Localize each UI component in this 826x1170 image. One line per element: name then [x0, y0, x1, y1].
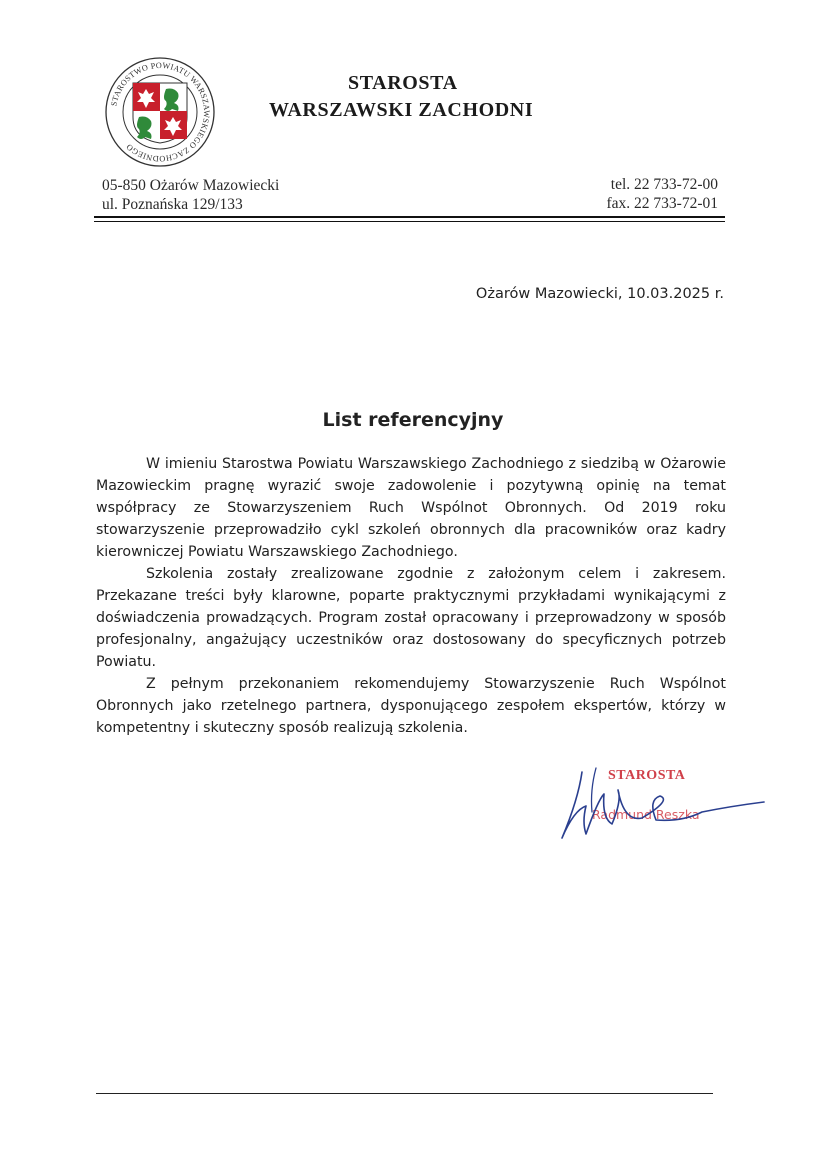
- stamp-role-text: STAROSTA: [608, 768, 686, 783]
- letter-body: [96, 453, 726, 739]
- fax-number: fax. 22 733-72-01: [606, 195, 718, 212]
- footer-divider: [96, 1093, 713, 1094]
- date-line: Ożarów Mazowiecki, 10.03.2025 r.: [475, 286, 724, 302]
- paragraph: W imieniu Starostwa Powiatu Warszawskiego Zachodniego z siedzibą w Ożarowie Mazowieckim pragnę wyrazić swoje zadowolenie i pozytywną opinię na temat współpracy ze Stowarzyszeniem Ruch Wspólnot Obronnych. Od 2019 roku stowarzyszenie przeprowadziło cykl szkoleń obronnych dla pracowników oraz kadry kierowniczej Powiatu Warszawskiego Zachodniego.: [96, 456, 726, 560]
- county-seal-logo: [104, 56, 216, 168]
- header-divider-thin: [94, 221, 725, 222]
- document-title: List referencyjny: [322, 409, 504, 431]
- handwritten-signature: [552, 760, 772, 850]
- stamp-name-text: Radmund Reszka: [592, 807, 700, 822]
- address-line-street: ul. Poznańska 129/133: [102, 196, 243, 213]
- paragraph: Szkolenia zostały zrealizowane zgodnie z założonym celem i zakresem. Przekazane treści były klarowne, poparte praktycznymi przykładami wynikającymi z doświadczenia prowadzących. Program został opracowany i przeprowadzony w sposób profesjonalny, angażujący uczestników oraz dostosowany do specyficznych potrzeb Powiatu.: [96, 566, 726, 670]
- header-divider-thick: [94, 216, 725, 218]
- telephone-number: tel. 22 733-72-00: [610, 176, 718, 193]
- office-title-line2: WARSZAWSKI ZACHODNI: [269, 99, 534, 121]
- seal-text: STAROSTWO POWIATU WARSZAWSKIEGO ZACHODNIEGO: [109, 60, 212, 164]
- paragraph: Z pełnym przekonaniem rekomendujemy Stowarzyszenie Ruch Wspólnot Obronnych jako rzetelnego partnera, dysponującego zespołem ekspertów, którzy w kompetentny i skuteczny sposób realizują szkolenia.: [96, 676, 726, 736]
- office-title-line1: STAROSTA: [348, 72, 458, 94]
- address-line-postal: 05-850 Ożarów Mazowiecki: [102, 177, 280, 194]
